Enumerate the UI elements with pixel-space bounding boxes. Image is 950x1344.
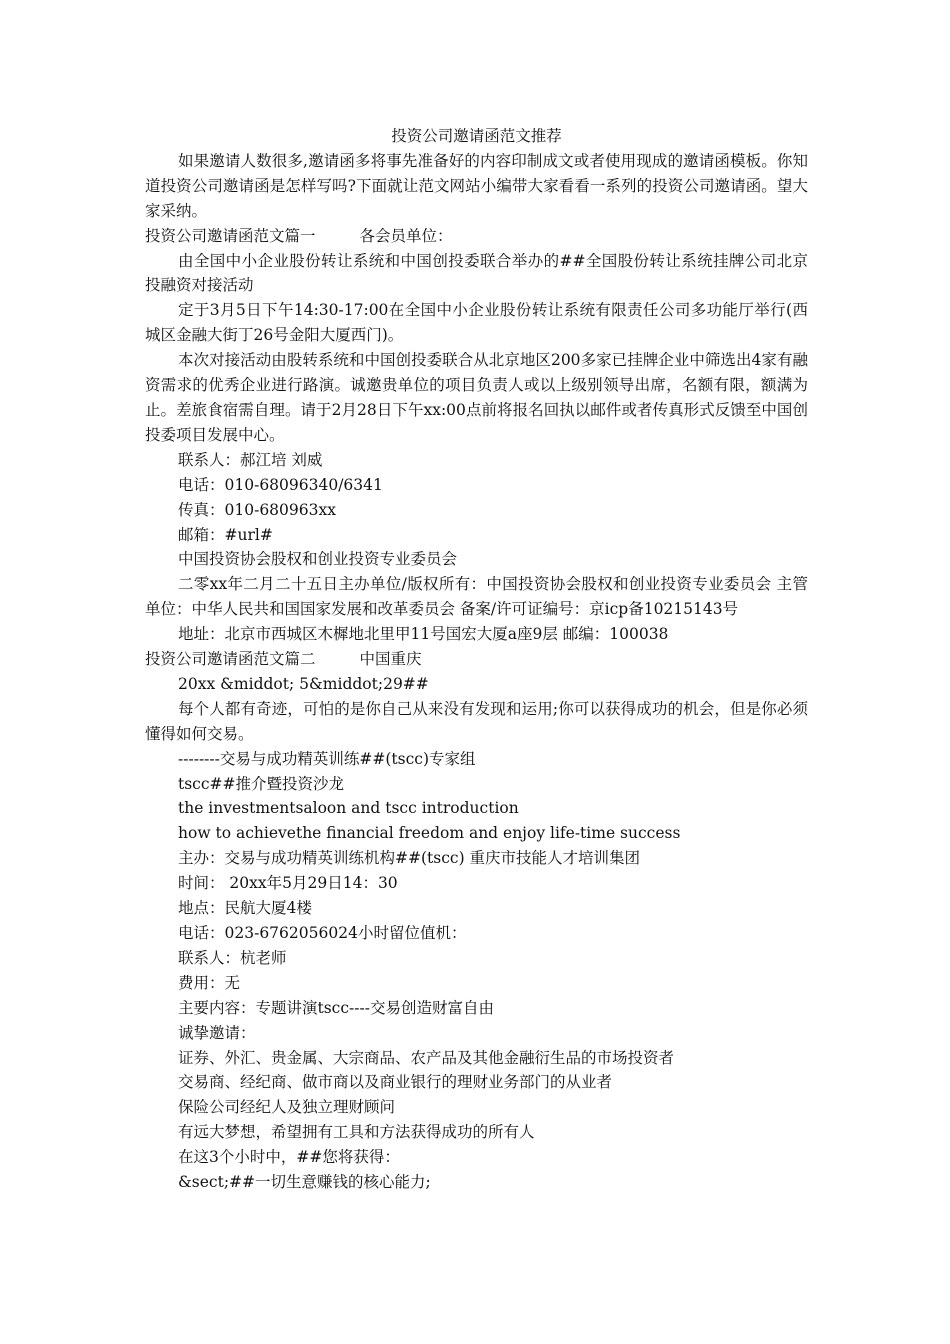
section-1-salutation: 各会员单位： xyxy=(359,226,453,245)
paragraph: 二零xx年二月二十五日主办单位/版权所有：中国投资协会股权和创业投资专业委员会 主管单位：中华人民共和国国家发展和改革委员会 备案/许可证编号：京icp备10215143号 xyxy=(145,575,808,619)
section-1-heading: 投资公司邀请函范文篇一 xyxy=(145,226,316,245)
paragraph: 定于3月5日下午14:30-17:00在全国中小企业股份转让系统有限责任公司多功能厅举行(西城区金融大街丁26号金阳大厦西门)。 xyxy=(145,301,808,345)
section-2-heading: 投资公司邀请函范文篇二 xyxy=(145,650,316,669)
paragraph: tscc##推介暨投资沙龙 xyxy=(178,774,345,793)
list-item: 证券、外汇、贵金属、大宗商品、农产品及其他金融衍生品的市场投资者 xyxy=(178,1048,675,1067)
contact-person: 联系人：郝江培 刘威 xyxy=(178,450,323,469)
paragraph: 由全国中小企业股份转让系统和中国创投委联合举办的##全国股份转让系统挂牌公司北京投融资对接活动 xyxy=(145,251,808,295)
phone: 电话：010-68096340/6341 xyxy=(178,475,383,494)
contact-person: 联系人：杭老师 xyxy=(178,948,287,967)
paragraph: 每个人都有奇迹，可怕的是你自己从来没有发现和运用;你可以获得成功的机会，但是你必须懂得如何交易。 xyxy=(145,699,808,743)
paragraph: how to achievethe financial freedom and enjoy life-time success xyxy=(178,824,681,843)
list-item: 交易商、经纪商、做市商以及商业银行的理财业务部门的从业者 xyxy=(178,1073,613,1092)
main-content: 主要内容：专题讲演tscc----交易创造财富自由 xyxy=(178,998,494,1017)
fee: 费用：无 xyxy=(178,973,241,992)
list-item: 有远大梦想，希望拥有工具和方法获得成功的所有人 xyxy=(178,1123,535,1142)
address: 地址：北京市西城区木樨地北里甲11号国宏大厦a座9层 邮编：100038 xyxy=(178,625,669,644)
section-2-location: 中国重庆 xyxy=(359,650,422,669)
section-1-heading-line xyxy=(145,224,808,249)
organization: 中国投资协会股权和创业投资专业委员会 xyxy=(178,550,458,569)
section-2-heading-line xyxy=(145,647,808,672)
intro-paragraph: 如果邀请人数很多,邀请函多将事先准备好的内容印制成文或者使用现成的邀请函模板。你知道投资公司邀请函是怎样写吗?下面就让范文网站小编带大家看看一系列的投资公司邀请函。望大家采纳。 xyxy=(145,151,808,220)
organizer: 主办：交易与成功精英训练机构##(tscc) 重庆市技能人才培训集团 xyxy=(178,849,641,868)
document-title: 投资公司邀请函范文推荐 xyxy=(391,127,562,145)
email: 邮箱：#url# xyxy=(178,525,273,544)
list-item: 保险公司经纪人及独立理财顾问 xyxy=(178,1098,396,1117)
document-page xyxy=(145,124,808,1195)
paragraph: --------交易与成功精英训练##(tscc)专家组 xyxy=(178,749,476,768)
venue: 地点：民航大厦4楼 xyxy=(178,899,312,918)
invitation-heading: 诚挚邀请： xyxy=(178,1023,256,1042)
fax: 传真：010-680963xx xyxy=(178,500,336,519)
paragraph: 在这3个小时中，##您将获得： xyxy=(178,1148,400,1167)
list-item: &sect;##一切生意赚钱的核心能力; xyxy=(178,1173,431,1192)
time: 时间： 20xx年5月29日14：30 xyxy=(178,874,398,893)
paragraph: the investmentsaloon and tscc introduction xyxy=(178,799,519,818)
paragraph: 本次对接活动由股转系统和中国创投委联合从北京地区200多家已挂牌企业中筛选出4家有融资需求的优秀企业进行路演。诚邀贵单位的项目负责人或以上级别领导出席，名额有限，额满为止。差旅食宿需自理。请于2月28日下午xx:00点前将报名回执以邮件或者传真形式反馈至中国创投委项目发展中心。 xyxy=(145,351,808,444)
date-line: 20xx &middot; 5&middot;29## xyxy=(178,674,429,693)
phone: 电话：023-6762056024小时留位值机： xyxy=(178,924,467,942)
